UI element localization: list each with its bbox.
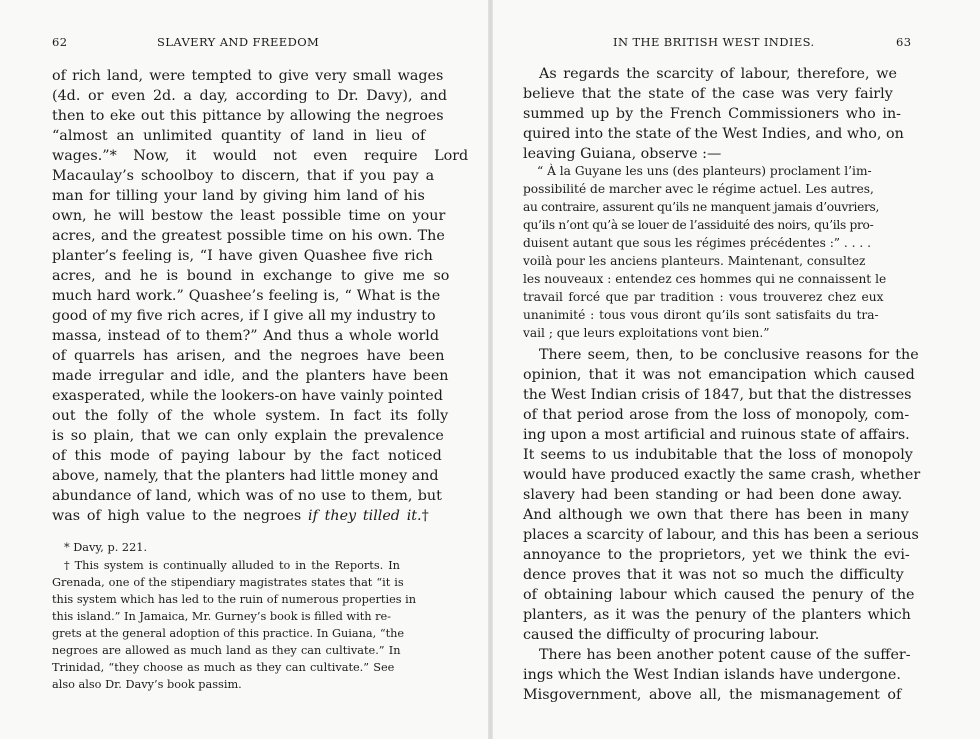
text-line: caused the difficulty of procuring labour.	[523, 627, 820, 643]
text-line: There seem, then, to be conclusive reasons for the	[539, 347, 919, 363]
text-line: “almost an unlimited quantity of land in lieu of	[52, 128, 426, 144]
text-line: of quarrels has arisen, and the negroes have been	[52, 348, 445, 364]
text-line: of that period arose from the loss of monopoly, com-	[523, 407, 910, 423]
quote-line: travail forcé que par tradition : vous trouverez chez eux	[523, 290, 884, 304]
quote-line: au contraire, assurent qu’ils ne manquent jamais d’ouvriers,	[523, 200, 880, 214]
text-line: acres, and the greatest possible time on his own. The	[52, 228, 445, 244]
text-line: planters, as it was the penury of the planters which	[523, 607, 911, 623]
footnote-line: † This system is continually alluded to in the Reports. In	[64, 559, 400, 572]
right-page-number: 63	[896, 35, 912, 49]
footnote-line: grets at the general adoption of this practice. In Guiana, “the	[52, 627, 405, 640]
text-line: And although we own that there has been in many	[523, 507, 909, 523]
left-running-head: SLAVERY AND FREEDOM	[157, 35, 320, 49]
text-line: leaving Guiana, observe :—	[523, 146, 722, 162]
text-line: much hard work.” Quashee’s feeling is, “ What is the	[52, 288, 441, 304]
text-line: opinion, that it was not emancipation which caused	[523, 367, 915, 383]
text-line: of this mode of paying labour by the fact noticed	[52, 448, 442, 464]
text-line: of obtaining labour which caused the penury of the	[523, 587, 915, 603]
text-line: above, namely, that the planters had little money and	[52, 468, 439, 484]
text-line: out the folly of the whole system. In fact its folly	[52, 408, 449, 424]
text-line: acres, and he is bound in exchange to give me so	[52, 268, 450, 284]
text-line: It seems to us indubitable that the loss of monopoly	[523, 447, 913, 463]
quote-line: qu’ils n’ont qu’à se louer de l’assiduité des noirs, qu’ils pro-	[523, 218, 874, 232]
quote-line: “ À la Guyane les uns (des planteurs) proclament l’im-	[537, 164, 872, 178]
text-line: Misgovernment, above all, the mismanagement of	[523, 687, 902, 703]
quote-line: voilà pour les anciens planteurs. Maintenant, consultez	[523, 254, 866, 268]
footnote-line: this island.” In Jamaica, Mr. Gurney’s book is filled with re-	[52, 610, 392, 623]
text-line: would have produced exactly the same crash, whether	[523, 467, 921, 483]
footnote-marker: †	[421, 508, 429, 524]
footnote-line: Grenada, one of the stipendiary magistrates states that “it is	[52, 576, 404, 589]
quote-line: les nouveaux : entendez ces hommes qui ne connaissent le	[523, 272, 887, 286]
text-line-last	[52, 506, 429, 526]
text-line: summed up by the French Commissioners who in-	[523, 106, 902, 122]
text-line: As regards the scarcity of labour, therefore, we	[539, 66, 897, 82]
quote-line: vail ; que leurs exploitations vont bien.”	[523, 326, 770, 340]
quote-line: unanimité : tous vous diront qu’ils sont satisfaits du tra-	[523, 308, 879, 322]
text-line: annoyance to the proprietors, yet we think the evi-	[523, 547, 910, 563]
text-line: massa, instead of to them?” And thus a whole world	[52, 328, 440, 344]
text-line: man for tilling your land by giving him land of his	[52, 188, 425, 204]
text-line: There has been another potent cause of the suffer-	[539, 647, 911, 663]
text-line: dence proves that it was not so much the difficulty	[523, 567, 904, 583]
text-line: abundance of land, which was of no use to them, but	[52, 488, 442, 504]
text-line: good of my five rich acres, if I give all my industry to	[52, 308, 436, 324]
quote-line: possibilité de marcher avec le régime actuel. Les autres,	[523, 182, 874, 196]
emphasis-text: if they tilled it.	[308, 508, 422, 524]
book-gutter	[488, 0, 493, 739]
text-line: places a scarcity of labour, and this has been a serious	[523, 527, 919, 543]
text-line: made irregular and idle, and the planters have been	[52, 368, 449, 384]
footnote-line: * Davy, p. 221.	[64, 541, 148, 554]
text-line: is so plain, that we can only explain the prevalence	[52, 428, 444, 444]
text-line: quired into the state of the West Indies, and who, on	[523, 126, 904, 142]
text-line: ings which the West Indian islands have undergone.	[523, 667, 901, 683]
text-line: then to eke out this pittance by allowing the negroes	[52, 108, 444, 124]
footnote-line: this system which has led to the ruin of numerous properties in	[52, 593, 417, 606]
right-running-head: IN THE BRITISH WEST INDIES.	[613, 35, 815, 49]
text-line: Macaulay’s schoolboy to discern, that if you pay a	[52, 168, 435, 184]
text-line: the West Indian crisis of 1847, but that the distresses	[523, 387, 912, 403]
text-line: exasperated, while the lookers-on have vainly pointed	[52, 388, 443, 404]
text-line: own, he will bestow the least possible time on your	[52, 208, 446, 224]
quote-line: duisent autant que sous les régimes précédentes :” . . . .	[523, 236, 872, 250]
footnote-line: Trinidad, “they choose as much as they can cultivate.” See	[52, 661, 395, 674]
text-line: planter’s feeling is, “I have given Quashee five rich	[52, 248, 433, 264]
footnote-line: also also Dr. Davy’s book passim.	[52, 678, 242, 691]
text-segment: was of high value to the negroes	[52, 508, 302, 524]
footnote-line: negroes are allowed as much land as they can cultivate.” In	[52, 644, 401, 657]
left-page-number: 62	[52, 35, 68, 49]
text-line: believe that the state of the case was very fairly	[523, 86, 893, 102]
text-line: wages.”* Now, it would not even require Lord	[52, 148, 469, 164]
text-line: of rich land, were tempted to give very small wages	[52, 68, 444, 84]
text-line: (4d. or even 2d. a day, according to Dr. Davy), and	[52, 88, 448, 104]
text-line: ing upon a most artificial and ruinous state of affairs.	[523, 427, 910, 443]
text-line: slavery had been standing or had been done away.	[523, 487, 903, 503]
